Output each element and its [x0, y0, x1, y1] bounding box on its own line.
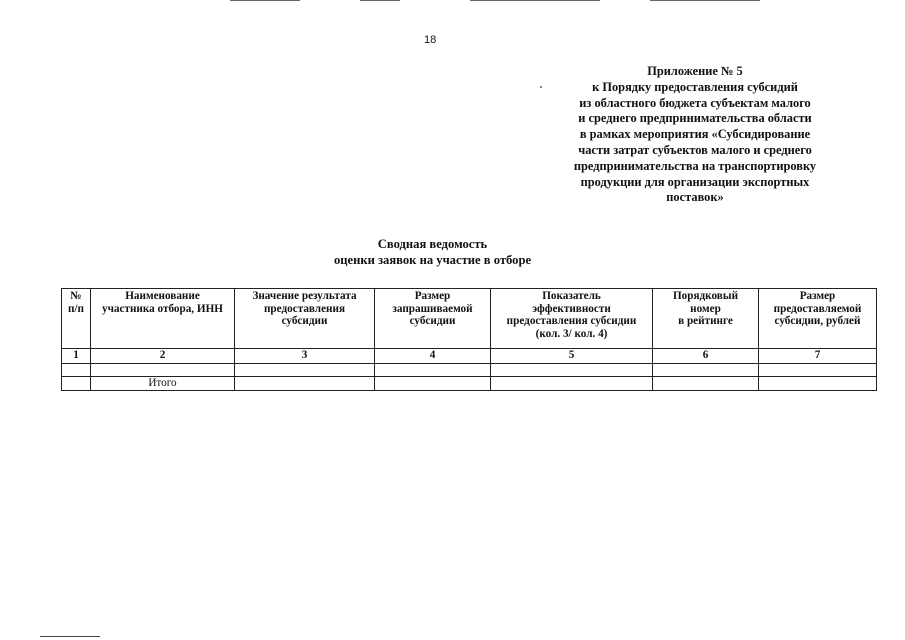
- title-line: оценки заявок на участие в отборе: [333, 253, 532, 267]
- table-row: [62, 364, 877, 377]
- appendix-line: из областного бюджета субъектам малого: [579, 95, 811, 110]
- header-index: № п/п: [62, 289, 91, 349]
- appendix-header: [540, 64, 850, 206]
- table-cell: [653, 364, 759, 377]
- table-cell: [759, 364, 877, 377]
- header-participant: Наименование участника отбора, ИНН: [91, 289, 235, 349]
- appendix-line: к Порядку предоставления субсидий: [592, 79, 798, 94]
- table-cell: [491, 364, 653, 377]
- scan-edge-bottom: [40, 636, 100, 637]
- header-requested-amount: Размер запрашиваемой субсидии: [375, 289, 491, 349]
- summary-table: [61, 288, 877, 391]
- header-efficiency: Показатель эффективности предоставления субсидии (кол. 3/ кол. 4): [491, 289, 653, 349]
- appendix-line: части затрат субъектов малого и среднего: [578, 142, 812, 157]
- document-title: [280, 236, 585, 268]
- page-number: 18: [424, 34, 437, 46]
- column-number: 4: [375, 349, 491, 364]
- table-cell: [235, 377, 375, 391]
- table-cell: [91, 364, 235, 377]
- table-cell: [759, 377, 877, 391]
- appendix-line: Приложение № 5: [647, 64, 743, 78]
- column-number-row: [62, 349, 877, 364]
- column-number: 1: [62, 349, 91, 364]
- table-cell: [62, 364, 91, 377]
- table-header-row: [62, 289, 877, 349]
- appendix-line: и среднего предпринимательства области: [578, 111, 812, 126]
- table-cell: [375, 364, 491, 377]
- column-number: 7: [759, 349, 877, 364]
- header-granted-amount: Размер предоставляемой субсидии, рублей: [759, 289, 877, 349]
- table-cell: [235, 364, 375, 377]
- scan-speck: [540, 86, 542, 88]
- total-label: Итого: [91, 377, 235, 391]
- table-cell: [375, 377, 491, 391]
- total-row: [62, 377, 877, 391]
- scan-edge-top: [0, 0, 905, 2]
- title-line: Сводная ведомость: [377, 237, 488, 251]
- table-cell: [491, 377, 653, 391]
- column-number: 2: [91, 349, 235, 364]
- appendix-line: в рамках мероприятия «Субсидирование: [579, 127, 811, 142]
- header-result-value: Значение результата предоставления субсидии: [235, 289, 375, 349]
- column-number: 3: [235, 349, 375, 364]
- table-cell: [653, 377, 759, 391]
- appendix-line: предпринимательства на транспортировку: [573, 158, 817, 173]
- column-number: 6: [653, 349, 759, 364]
- appendix-line: поставок»: [666, 190, 724, 205]
- header-rating: Порядковый номер в рейтинге: [653, 289, 759, 349]
- column-number: 5: [491, 349, 653, 364]
- table-cell: [62, 377, 91, 391]
- appendix-line: продукции для организации экспортных: [580, 174, 810, 189]
